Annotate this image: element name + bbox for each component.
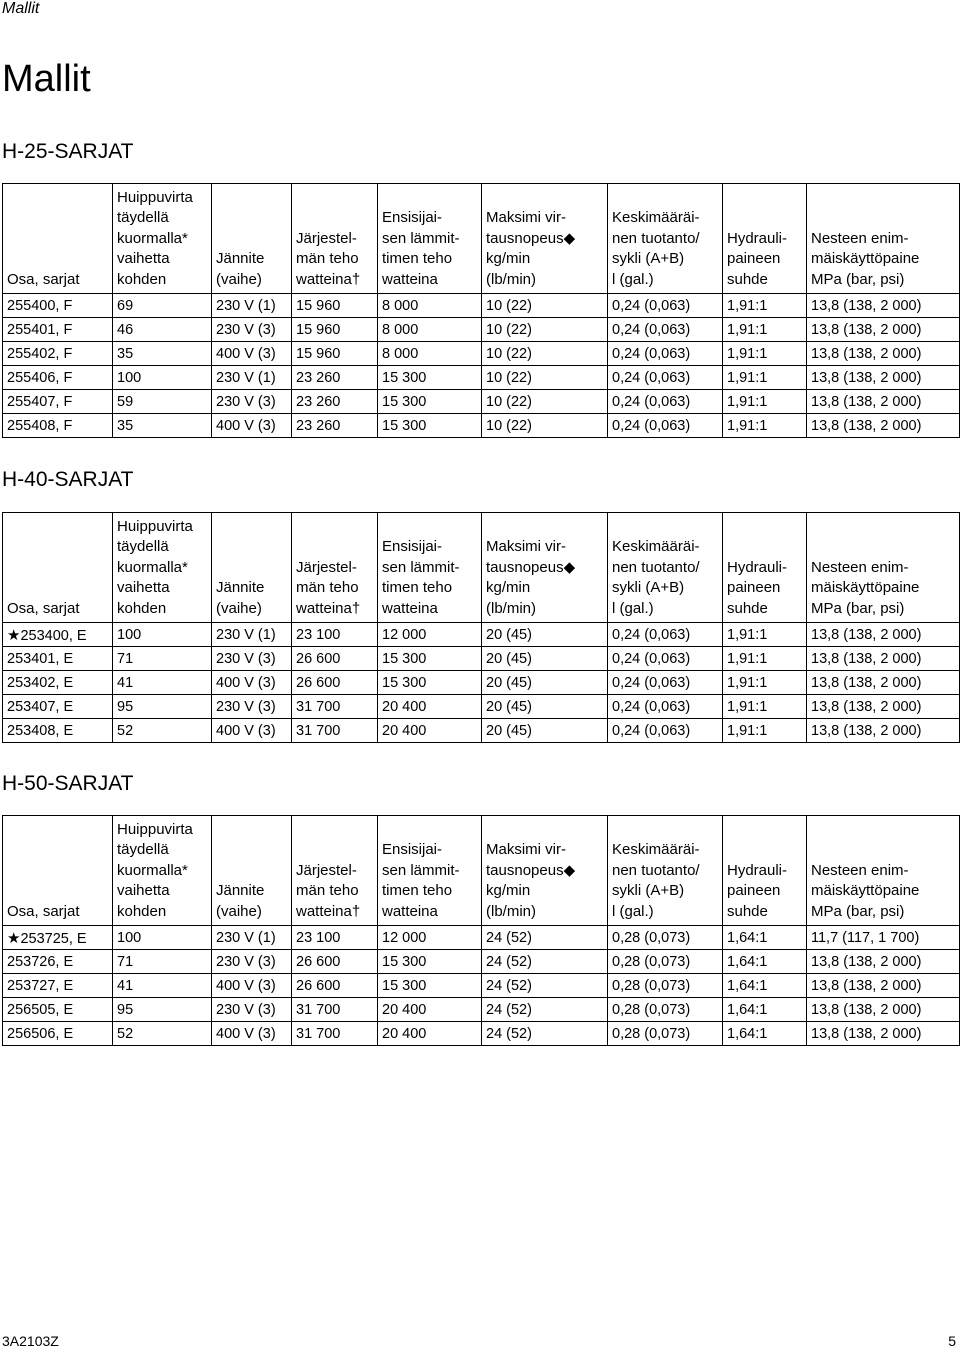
column-header: Järjestel- män teho watteina† xyxy=(292,816,378,926)
column-header: Järjestel- män teho watteina† xyxy=(292,184,378,294)
peak-amps-cell: 59 xyxy=(113,390,212,414)
hydraulic-ratio-cell: 1,91:1 xyxy=(723,414,807,438)
table-row xyxy=(3,1022,960,1046)
max-flow-cell: 20 (45) xyxy=(482,719,608,743)
page-number: 5 xyxy=(948,1333,956,1349)
column-header: Hydrauli- paineen suhde xyxy=(723,184,807,294)
primary-heater-watts-cell: 20 400 xyxy=(378,719,482,743)
voltage-cell: 230 V (1) xyxy=(212,926,292,950)
output-per-cycle-cell: 0,24 (0,063) xyxy=(608,318,723,342)
page-title: Mallit xyxy=(2,58,91,100)
table-header-row xyxy=(3,184,960,294)
column-header: Keskimääräi- nen tuotanto/ sykli (A+B) l (gal.) xyxy=(608,816,723,926)
output-per-cycle-cell: 0,28 (0,073) xyxy=(608,926,723,950)
primary-heater-watts-cell: 8 000 xyxy=(378,342,482,366)
table-row xyxy=(3,414,960,438)
max-pressure-cell: 13,8 (138, 2 000) xyxy=(807,414,960,438)
voltage-cell: 230 V (3) xyxy=(212,318,292,342)
table-row xyxy=(3,342,960,366)
table-row xyxy=(3,998,960,1022)
primary-heater-watts-cell: 15 300 xyxy=(378,671,482,695)
max-pressure-cell: 13,8 (138, 2 000) xyxy=(807,366,960,390)
star-icon: ★ xyxy=(7,929,21,947)
column-header: Osa, sarjat xyxy=(3,816,113,926)
part-number: 256506, E xyxy=(7,1026,74,1042)
table-row xyxy=(3,623,960,647)
hydraulic-ratio-cell: 1,91:1 xyxy=(723,318,807,342)
max-pressure-cell: 11,7 (117, 1 700) xyxy=(807,926,960,950)
column-header: Osa, sarjat xyxy=(3,184,113,294)
voltage-cell: 230 V (3) xyxy=(212,390,292,414)
hydraulic-ratio-cell: 1,64:1 xyxy=(723,974,807,998)
part-number-cell xyxy=(3,695,113,719)
system-watts-cell: 23 260 xyxy=(292,414,378,438)
column-header: Huippuvirta täydellä kuormalla* vaihetta kohden xyxy=(113,513,212,623)
column-header: Ensisijai- sen lämmit- timen teho watteina xyxy=(378,184,482,294)
peak-amps-cell: 41 xyxy=(113,974,212,998)
column-header: Hydrauli- paineen suhde xyxy=(723,513,807,623)
part-number: 256505, E xyxy=(7,1002,74,1018)
peak-amps-cell: 41 xyxy=(113,671,212,695)
voltage-cell: 230 V (1) xyxy=(212,623,292,647)
system-watts-cell: 26 600 xyxy=(292,647,378,671)
primary-heater-watts-cell: 15 300 xyxy=(378,366,482,390)
part-number: 255407, F xyxy=(7,394,73,410)
output-per-cycle-cell: 0,24 (0,063) xyxy=(608,390,723,414)
table-row xyxy=(3,366,960,390)
voltage-cell: 400 V (3) xyxy=(212,1022,292,1046)
max-pressure-cell: 13,8 (138, 2 000) xyxy=(807,998,960,1022)
column-header: Maksimi vir- tausnopeus◆ kg/min (lb/min) xyxy=(482,816,608,926)
part-number-cell xyxy=(3,974,113,998)
max-flow-cell: 20 (45) xyxy=(482,623,608,647)
primary-heater-watts-cell: 15 300 xyxy=(378,414,482,438)
peak-amps-cell: 95 xyxy=(113,998,212,1022)
peak-amps-cell: 100 xyxy=(113,366,212,390)
part-number-cell xyxy=(3,623,113,647)
part-number: 255402, F xyxy=(7,346,73,362)
primary-heater-watts-cell: 12 000 xyxy=(378,926,482,950)
output-per-cycle-cell: 0,24 (0,063) xyxy=(608,342,723,366)
part-number: 253402, E xyxy=(7,675,74,691)
hydraulic-ratio-cell: 1,64:1 xyxy=(723,950,807,974)
column-header: Huippuvirta täydellä kuormalla* vaihetta kohden xyxy=(113,184,212,294)
hydraulic-ratio-cell: 1,91:1 xyxy=(723,294,807,318)
table-header-row xyxy=(3,816,960,926)
column-header: Järjestel- män teho watteina† xyxy=(292,513,378,623)
system-watts-cell: 26 600 xyxy=(292,950,378,974)
output-per-cycle-cell: 0,28 (0,073) xyxy=(608,1022,723,1046)
part-number-cell xyxy=(3,366,113,390)
output-per-cycle-cell: 0,24 (0,063) xyxy=(608,366,723,390)
part-number: 253401, E xyxy=(7,651,74,667)
voltage-cell: 230 V (3) xyxy=(212,950,292,974)
document-id: 3A2103Z xyxy=(2,1333,59,1349)
part-number: 253725, E xyxy=(20,930,87,947)
models-table xyxy=(2,183,960,438)
output-per-cycle-cell: 0,24 (0,063) xyxy=(608,695,723,719)
table-row xyxy=(3,390,960,414)
max-pressure-cell: 13,8 (138, 2 000) xyxy=(807,647,960,671)
max-flow-cell: 10 (22) xyxy=(482,294,608,318)
part-number-cell xyxy=(3,998,113,1022)
column-header: Nesteen enim- mäiskäyttöpaine MPa (bar, psi) xyxy=(807,816,960,926)
hydraulic-ratio-cell: 1,91:1 xyxy=(723,719,807,743)
system-watts-cell: 31 700 xyxy=(292,695,378,719)
column-header: Keskimääräi- nen tuotanto/ sykli (A+B) l (gal.) xyxy=(608,184,723,294)
column-header: Maksimi vir- tausnopeus◆ kg/min (lb/min) xyxy=(482,513,608,623)
table-row xyxy=(3,671,960,695)
system-watts-cell: 23 260 xyxy=(292,390,378,414)
hydraulic-ratio-cell: 1,64:1 xyxy=(723,998,807,1022)
part-number-cell xyxy=(3,294,113,318)
part-number-cell xyxy=(3,950,113,974)
part-number: 253400, E xyxy=(20,627,87,644)
peak-amps-cell: 35 xyxy=(113,342,212,366)
models-table xyxy=(2,815,960,1046)
peak-amps-cell: 100 xyxy=(113,623,212,647)
max-flow-cell: 10 (22) xyxy=(482,390,608,414)
output-per-cycle-cell: 0,24 (0,063) xyxy=(608,719,723,743)
primary-heater-watts-cell: 8 000 xyxy=(378,318,482,342)
output-per-cycle-cell: 0,24 (0,063) xyxy=(608,671,723,695)
column-header: Ensisijai- sen lämmit- timen teho watteina xyxy=(378,513,482,623)
max-flow-cell: 24 (52) xyxy=(482,1022,608,1046)
models-table xyxy=(2,512,960,743)
peak-amps-cell: 71 xyxy=(113,647,212,671)
system-watts-cell: 15 960 xyxy=(292,294,378,318)
peak-amps-cell: 52 xyxy=(113,1022,212,1046)
voltage-cell: 400 V (3) xyxy=(212,974,292,998)
voltage-cell: 230 V (3) xyxy=(212,998,292,1022)
hydraulic-ratio-cell: 1,91:1 xyxy=(723,366,807,390)
output-per-cycle-cell: 0,24 (0,063) xyxy=(608,294,723,318)
part-number: 255408, F xyxy=(7,418,73,434)
primary-heater-watts-cell: 20 400 xyxy=(378,695,482,719)
table-row xyxy=(3,294,960,318)
output-per-cycle-cell: 0,28 (0,073) xyxy=(608,974,723,998)
hydraulic-ratio-cell: 1,64:1 xyxy=(723,926,807,950)
system-watts-cell: 23 100 xyxy=(292,623,378,647)
table-row xyxy=(3,926,960,950)
column-header: Osa, sarjat xyxy=(3,513,113,623)
part-number-cell xyxy=(3,671,113,695)
part-number: 253408, E xyxy=(7,723,74,739)
column-header: Ensisijai- sen lämmit- timen teho watteina xyxy=(378,816,482,926)
max-flow-cell: 10 (22) xyxy=(482,342,608,366)
peak-amps-cell: 35 xyxy=(113,414,212,438)
part-number-cell xyxy=(3,414,113,438)
max-pressure-cell: 13,8 (138, 2 000) xyxy=(807,719,960,743)
table-row xyxy=(3,647,960,671)
system-watts-cell: 31 700 xyxy=(292,1022,378,1046)
hydraulic-ratio-cell: 1,91:1 xyxy=(723,390,807,414)
part-number: 253727, E xyxy=(7,978,74,994)
voltage-cell: 400 V (3) xyxy=(212,719,292,743)
primary-heater-watts-cell: 12 000 xyxy=(378,623,482,647)
part-number: 253407, E xyxy=(7,699,74,715)
part-number: 255406, F xyxy=(7,370,73,386)
hydraulic-ratio-cell: 1,91:1 xyxy=(723,342,807,366)
primary-heater-watts-cell: 15 300 xyxy=(378,950,482,974)
hydraulic-ratio-cell: 1,91:1 xyxy=(723,647,807,671)
peak-amps-cell: 52 xyxy=(113,719,212,743)
primary-heater-watts-cell: 15 300 xyxy=(378,647,482,671)
hydraulic-ratio-cell: 1,91:1 xyxy=(723,695,807,719)
section-title: H-50-SARJAT xyxy=(2,772,134,795)
column-header: Jännite (vaihe) xyxy=(212,184,292,294)
part-number-cell xyxy=(3,1022,113,1046)
part-number-cell xyxy=(3,342,113,366)
column-header: Nesteen enim- mäiskäyttöpaine MPa (bar, psi) xyxy=(807,184,960,294)
table-row xyxy=(3,719,960,743)
column-header: Keskimääräi- nen tuotanto/ sykli (A+B) l (gal.) xyxy=(608,513,723,623)
running-header: Mallit xyxy=(2,0,40,17)
max-pressure-cell: 13,8 (138, 2 000) xyxy=(807,342,960,366)
table-row xyxy=(3,318,960,342)
system-watts-cell: 15 960 xyxy=(292,318,378,342)
voltage-cell: 230 V (3) xyxy=(212,695,292,719)
hydraulic-ratio-cell: 1,64:1 xyxy=(723,1022,807,1046)
part-number: 255400, F xyxy=(7,298,73,314)
max-pressure-cell: 13,8 (138, 2 000) xyxy=(807,1022,960,1046)
table-row xyxy=(3,950,960,974)
output-per-cycle-cell: 0,24 (0,063) xyxy=(608,647,723,671)
primary-heater-watts-cell: 15 300 xyxy=(378,974,482,998)
hydraulic-ratio-cell: 1,91:1 xyxy=(723,623,807,647)
column-header: Hydrauli- paineen suhde xyxy=(723,816,807,926)
part-number-cell xyxy=(3,647,113,671)
column-header: Huippuvirta täydellä kuormalla* vaihetta kohden xyxy=(113,816,212,926)
max-flow-cell: 24 (52) xyxy=(482,974,608,998)
primary-heater-watts-cell: 20 400 xyxy=(378,998,482,1022)
voltage-cell: 400 V (3) xyxy=(212,414,292,438)
column-header: Jännite (vaihe) xyxy=(212,816,292,926)
peak-amps-cell: 46 xyxy=(113,318,212,342)
part-number: 253726, E xyxy=(7,954,74,970)
max-pressure-cell: 13,8 (138, 2 000) xyxy=(807,974,960,998)
max-flow-cell: 10 (22) xyxy=(482,318,608,342)
max-flow-cell: 20 (45) xyxy=(482,671,608,695)
max-pressure-cell: 13,8 (138, 2 000) xyxy=(807,695,960,719)
max-pressure-cell: 13,8 (138, 2 000) xyxy=(807,390,960,414)
system-watts-cell: 15 960 xyxy=(292,342,378,366)
max-pressure-cell: 13,8 (138, 2 000) xyxy=(807,623,960,647)
column-header: Maksimi vir- tausnopeus◆ kg/min (lb/min) xyxy=(482,184,608,294)
max-flow-cell: 20 (45) xyxy=(482,647,608,671)
max-flow-cell: 24 (52) xyxy=(482,950,608,974)
voltage-cell: 400 V (3) xyxy=(212,671,292,695)
hydraulic-ratio-cell: 1,91:1 xyxy=(723,671,807,695)
part-number-cell xyxy=(3,926,113,950)
system-watts-cell: 23 260 xyxy=(292,366,378,390)
table-row xyxy=(3,974,960,998)
peak-amps-cell: 69 xyxy=(113,294,212,318)
system-watts-cell: 26 600 xyxy=(292,974,378,998)
primary-heater-watts-cell: 8 000 xyxy=(378,294,482,318)
peak-amps-cell: 95 xyxy=(113,695,212,719)
output-per-cycle-cell: 0,24 (0,063) xyxy=(608,414,723,438)
system-watts-cell: 23 100 xyxy=(292,926,378,950)
section-title: H-40-SARJAT xyxy=(2,468,134,491)
system-watts-cell: 31 700 xyxy=(292,998,378,1022)
system-watts-cell: 26 600 xyxy=(292,671,378,695)
max-flow-cell: 10 (22) xyxy=(482,366,608,390)
voltage-cell: 230 V (1) xyxy=(212,294,292,318)
system-watts-cell: 31 700 xyxy=(292,719,378,743)
column-header: Jännite (vaihe) xyxy=(212,513,292,623)
part-number: 255401, F xyxy=(7,322,73,338)
table-row xyxy=(3,695,960,719)
max-pressure-cell: 13,8 (138, 2 000) xyxy=(807,950,960,974)
section-title: H-25-SARJAT xyxy=(2,140,134,163)
voltage-cell: 230 V (3) xyxy=(212,647,292,671)
column-header: Nesteen enim- mäiskäyttöpaine MPa (bar, psi) xyxy=(807,513,960,623)
part-number-cell xyxy=(3,390,113,414)
output-per-cycle-cell: 0,24 (0,063) xyxy=(608,623,723,647)
voltage-cell: 400 V (3) xyxy=(212,342,292,366)
table-header-row xyxy=(3,513,960,623)
part-number-cell xyxy=(3,719,113,743)
peak-amps-cell: 71 xyxy=(113,950,212,974)
max-flow-cell: 10 (22) xyxy=(482,414,608,438)
primary-heater-watts-cell: 15 300 xyxy=(378,390,482,414)
primary-heater-watts-cell: 20 400 xyxy=(378,1022,482,1046)
max-pressure-cell: 13,8 (138, 2 000) xyxy=(807,294,960,318)
part-number-cell xyxy=(3,318,113,342)
star-icon: ★ xyxy=(7,626,21,644)
page-footer xyxy=(2,1333,956,1349)
output-per-cycle-cell: 0,28 (0,073) xyxy=(608,950,723,974)
max-pressure-cell: 13,8 (138, 2 000) xyxy=(807,671,960,695)
max-flow-cell: 24 (52) xyxy=(482,926,608,950)
peak-amps-cell: 100 xyxy=(113,926,212,950)
max-pressure-cell: 13,8 (138, 2 000) xyxy=(807,318,960,342)
max-flow-cell: 20 (45) xyxy=(482,695,608,719)
max-flow-cell: 24 (52) xyxy=(482,998,608,1022)
output-per-cycle-cell: 0,28 (0,073) xyxy=(608,998,723,1022)
voltage-cell: 230 V (1) xyxy=(212,366,292,390)
